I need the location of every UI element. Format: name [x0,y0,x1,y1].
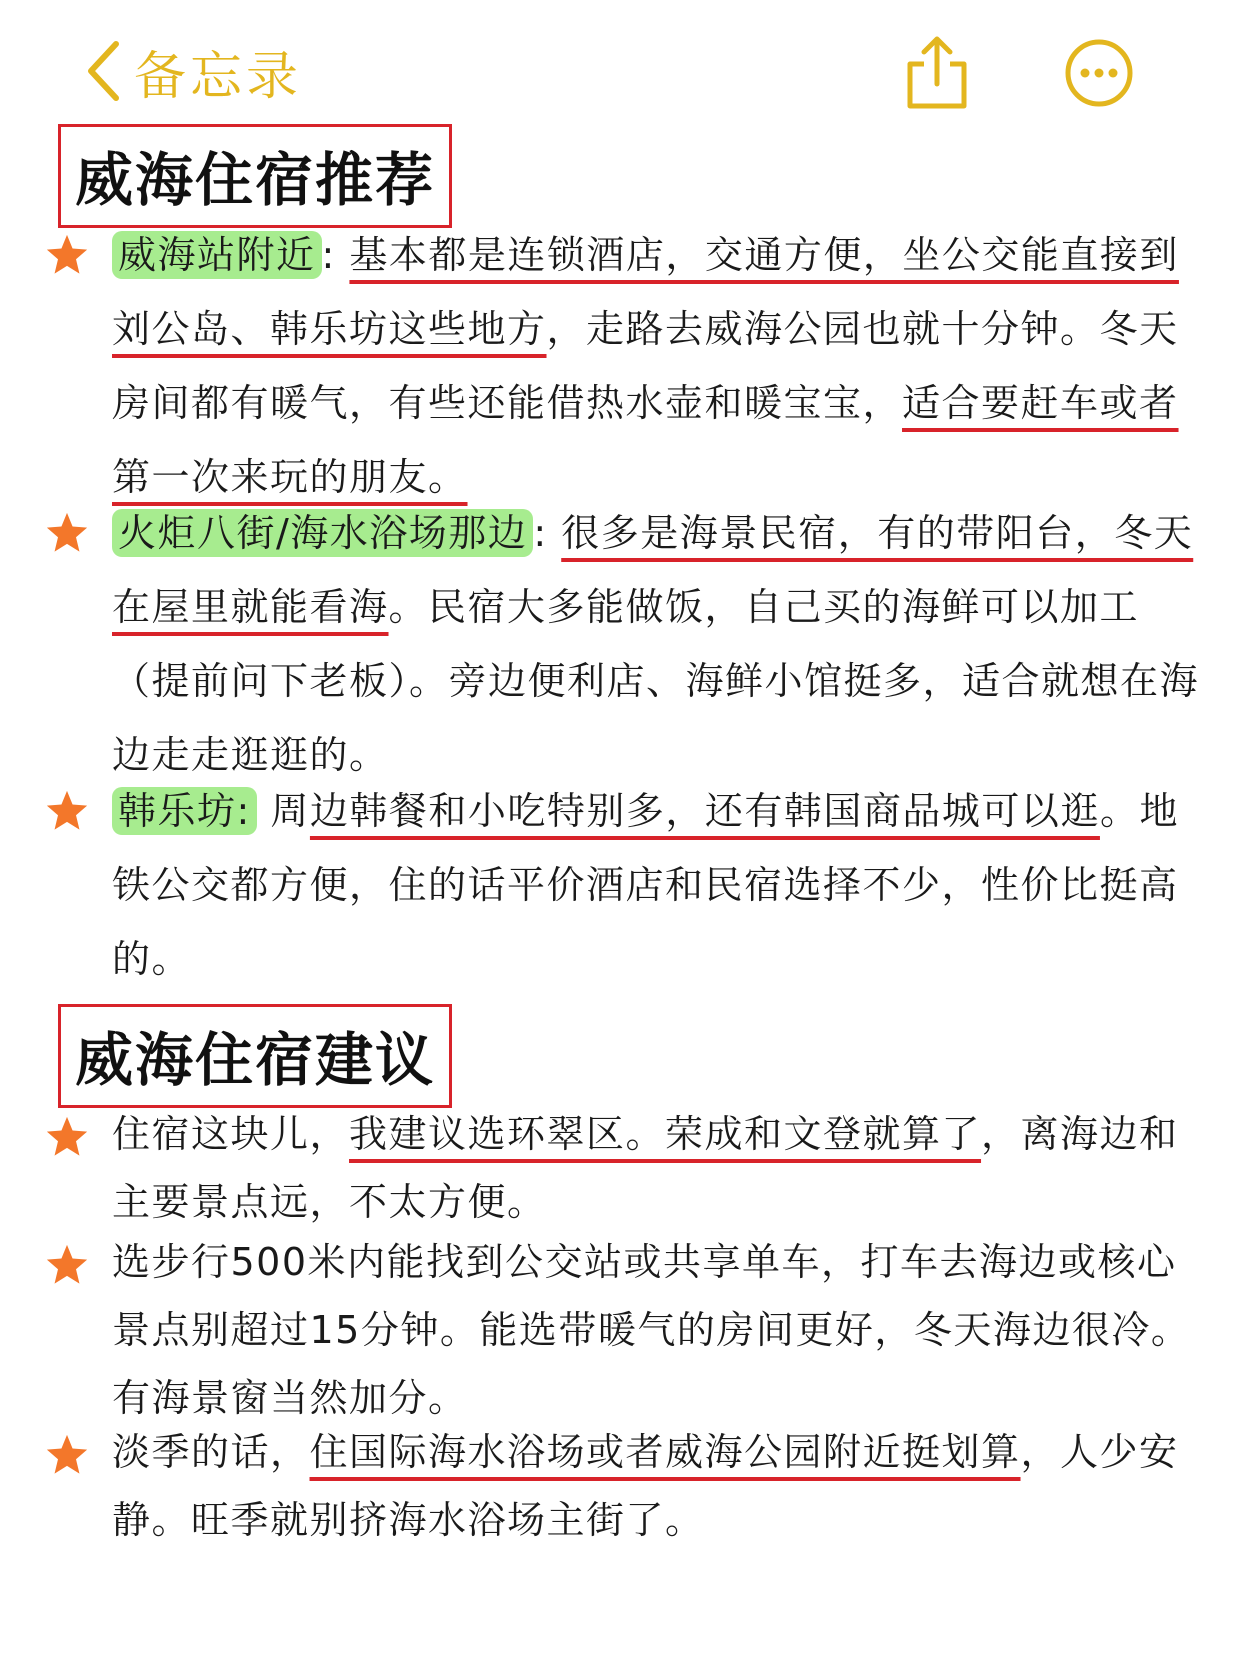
plain-text: 。民宿大多能做饭，自己买的海鲜可以加工（提前问下老板）。旁边便利店、海鲜小馆挺多，适合就想在海边走走逛逛的。 [112,585,1200,777]
colon: : [533,511,548,555]
back-label: 备忘录 [134,46,303,107]
highlight-label: 韩乐坊: [112,787,257,835]
chevron-left-icon [86,40,120,102]
plain-text: 。地铁公交都方便，住的话平价酒店和民宿选择不少，性价比挺高的。 [112,789,1179,981]
plain-text: ，走路去威海公园也就十分钟。冬天房间都有暖气，有些还能借热水壶和暖宝宝， [112,307,1179,425]
list-item [44,1418,1214,1554]
share-button[interactable] [904,34,970,110]
share-icon [904,34,970,110]
more-button[interactable] [1064,38,1134,108]
underlined-text: 适合要赶车或者第一次来玩的朋友。 [112,381,1179,499]
star-icon [44,510,90,556]
plain-text: 淡季的话， [112,1430,310,1474]
plain-text: ，离海边和主要景点远，不太方便。 [112,1112,1179,1224]
back-button[interactable] [86,36,302,106]
plain-text: 住宿这块儿， [112,1112,350,1156]
item-text [112,1228,1214,1432]
highlight-label: 威海站附近 [112,231,322,279]
plain-text: ，人少安静。旺季就别挤海水浴场主街了。 [112,1430,1179,1542]
underlined-text: 住国际海水浴场或者威海公园附近挺划算 [309,1430,1021,1474]
section-title-recommend: 威海住宿推荐 [58,124,452,228]
plain-text: 选步行500米内能找到公交站或共享单车，打车去海边或核心景点别超过15分钟。能选带暖气的房间更好，冬天海边很冷。有海景窗当然加分。 [112,1240,1191,1420]
item-text [112,218,1214,514]
underlined-text: 基本都是连锁酒店，交通方便，坐公交能直接到刘公岛、韩乐坊这些地方 [112,233,1179,351]
star-icon [44,1242,90,1288]
star-icon [44,788,90,834]
underlined-text: 我建议选环翠区。荣成和文登就算了 [349,1112,982,1156]
list-item [44,1100,1214,1236]
plain-text: 周 [270,789,310,833]
highlight-label: 火炬八街/海水浴场那边 [112,509,533,557]
underlined-text: 边韩餐和小吃特别多，还有韩国商品城可以逛 [309,789,1100,833]
underlined-text: 很多是海景民宿，有的带阳台，冬天在屋里就能看海 [112,511,1194,629]
section-title-advice: 威海住宿建议 [58,1004,452,1108]
item-text [112,1100,1214,1236]
item-text [112,774,1214,996]
nav-bar [0,0,1242,130]
list-item [44,496,1214,792]
list-item [44,1228,1214,1432]
star-icon [44,1114,90,1160]
item-text [112,496,1214,792]
star-icon [44,1432,90,1478]
list-item [44,218,1214,514]
list-item [44,774,1214,996]
item-text [112,1418,1214,1554]
star-icon [44,232,90,278]
colon: : [321,233,336,277]
more-icon [1064,38,1134,108]
